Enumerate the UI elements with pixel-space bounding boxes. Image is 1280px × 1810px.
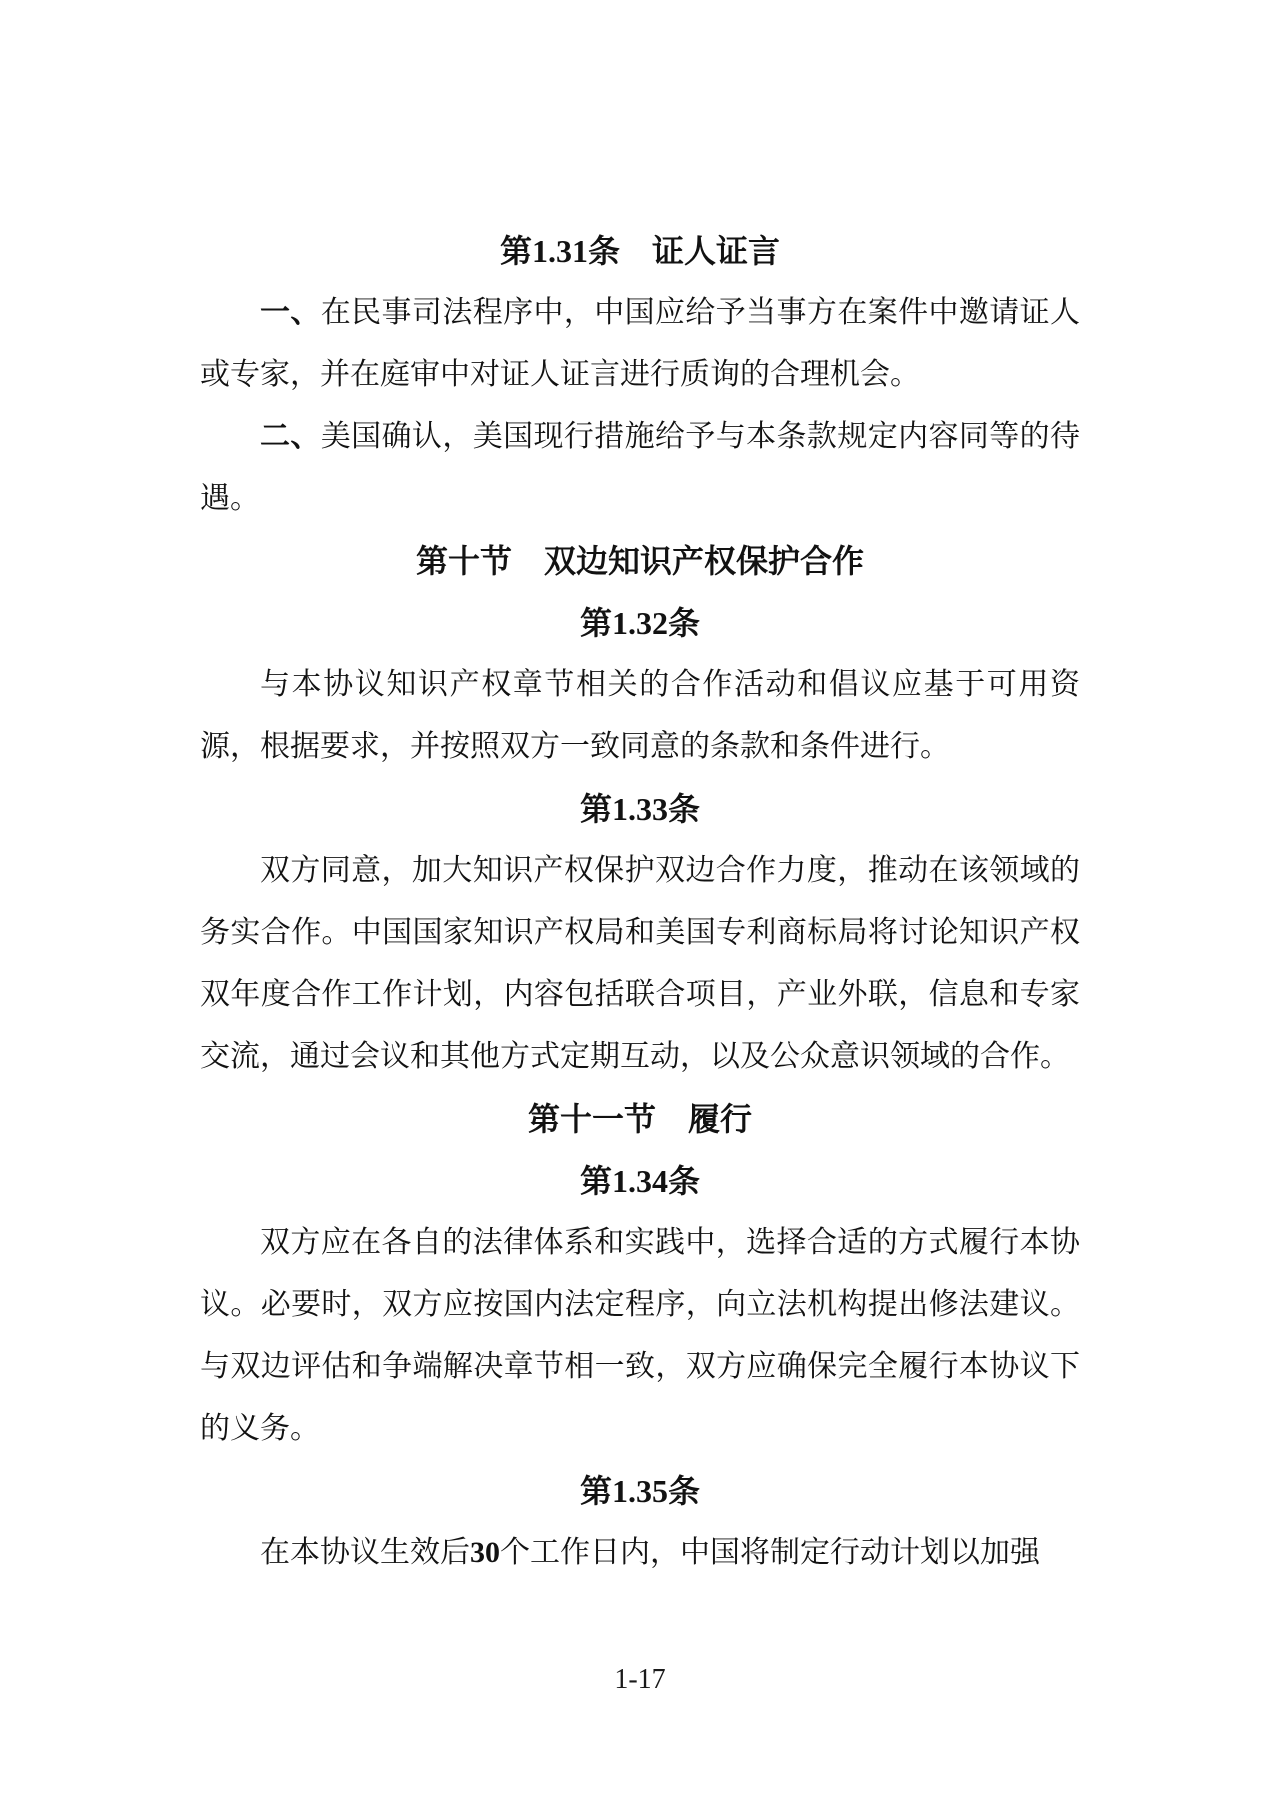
article-heading bbox=[200, 778, 1080, 840]
section-heading bbox=[200, 1088, 1080, 1150]
page-number: 1-17 bbox=[614, 1664, 666, 1695]
article-heading bbox=[200, 220, 1080, 282]
article-heading bbox=[200, 592, 1080, 654]
text-run: 第1.35条 bbox=[579, 1473, 700, 1509]
text-run: 第1.31条 证人证言 bbox=[499, 233, 780, 269]
text-run: 在民事司法程序中，中国应给予当事方在案件中邀请证人或专家，并在庭审中对证人证言进行质询的合理机会。 bbox=[200, 296, 1081, 391]
paragraph bbox=[200, 1212, 1080, 1460]
text-run: 第1.32条 bbox=[579, 605, 700, 641]
text-run: 第十一节 履行 bbox=[527, 1101, 752, 1137]
text-run: 在本协议生效后 bbox=[260, 1536, 470, 1569]
text-run: 二、 bbox=[260, 420, 321, 453]
text-run: 第1.34条 bbox=[579, 1163, 700, 1199]
text-run: 30 bbox=[470, 1536, 500, 1569]
paragraph bbox=[200, 654, 1080, 778]
text-run: 与本协议知识产权章节相关的合作活动和倡议应基于可用资源，根据要求，并按照双方一致同意的条款和条件进行。 bbox=[200, 668, 1080, 763]
text-run: 双方应在各自的法律体系和实践中，选择合适的方式履行本协议。必要时，双方应按国内法定程序，向立法机构提出修法建议。与双边评估和争端解决章节相一致，双方应确保完全履行本协议下的义务。 bbox=[200, 1226, 1080, 1445]
text-run: 双方同意，加大知识产权保护双边合作力度，推动在该领域的务实合作。中国国家知识产权局和美国专利商标局将讨论知识产权双年度合作工作计划，内容包括联合项目，产业外联，信息和专家交流，通过会议和其他方式定期互动，以及公众意识领域的合作。 bbox=[200, 854, 1080, 1073]
section-heading bbox=[200, 530, 1080, 592]
document-body bbox=[200, 220, 1080, 1584]
text-run: 个工作日内，中国将制定行动计划以加强 bbox=[500, 1536, 1040, 1569]
paragraph bbox=[200, 840, 1080, 1088]
text-run: 第1.33条 bbox=[579, 791, 700, 827]
text-run: 第十节 双边知识产权保护合作 bbox=[415, 543, 864, 579]
text-run: 一、 bbox=[260, 296, 321, 329]
text-run: 美国确认，美国现行措施给予与本条款规定内容同等的待遇。 bbox=[200, 420, 1081, 515]
article-heading bbox=[200, 1460, 1080, 1522]
paragraph bbox=[200, 282, 1080, 406]
article-heading bbox=[200, 1150, 1080, 1212]
paragraph bbox=[200, 406, 1080, 530]
paragraph bbox=[200, 1522, 1080, 1584]
